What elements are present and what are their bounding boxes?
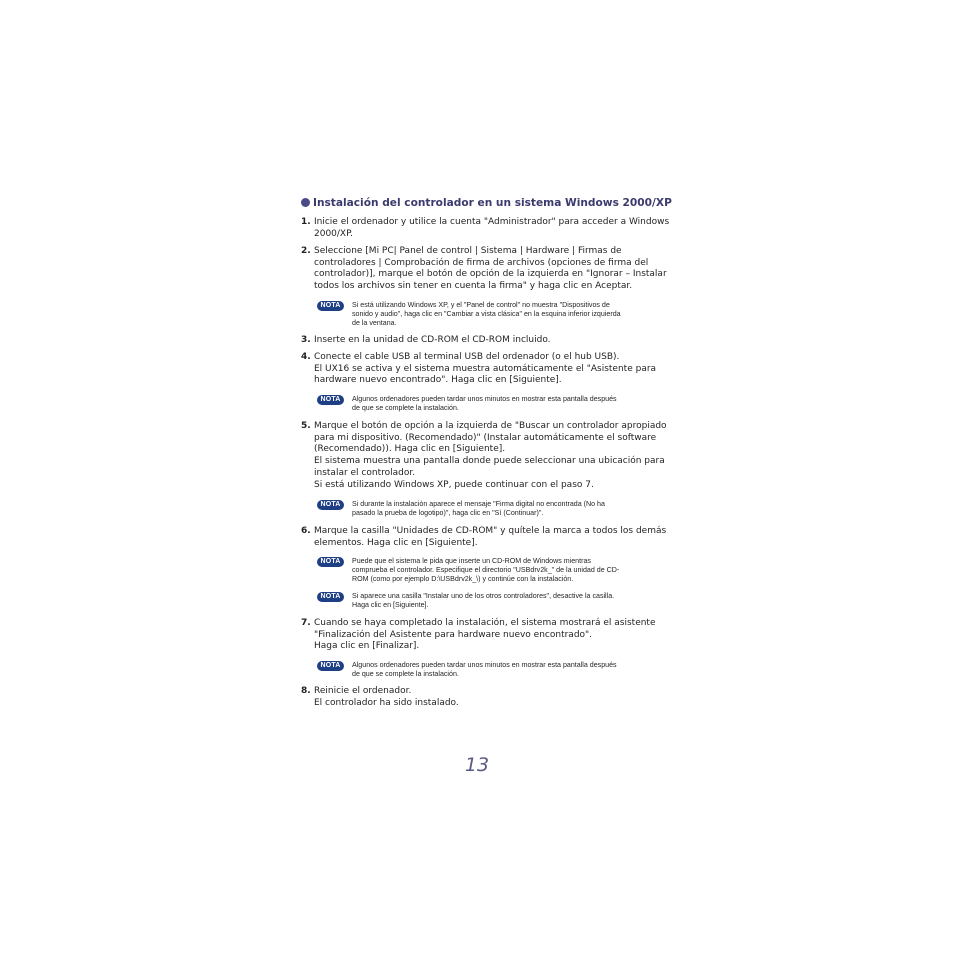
note-5 — [317, 592, 657, 610]
step-1 — [301, 217, 670, 240]
step-4 — [301, 352, 661, 387]
note-badge: NOTA — [317, 661, 344, 671]
note-text: de que se complete la instalación. — [352, 404, 459, 413]
note-6 — [317, 661, 657, 679]
step-text: Marque el botón de opción a la izquierda de "Buscar un controlador apropiado — [314, 421, 667, 431]
note-text: Si está utilizando Windows XP, y el "Panel de control" no muestra "Dispositivos de — [352, 301, 610, 309]
step-text: 2000/XP. — [314, 228, 353, 239]
note-text: pasado la prueba de logotipo)", haga clic en "Sí (Continuar)". — [352, 509, 544, 518]
note-badge: NOTA — [317, 301, 344, 311]
step-text: para mi dispositivo. (Recomendado)" (Instalar automáticamente el software — [314, 432, 657, 443]
note-badge: NOTA — [317, 592, 344, 602]
step-text: El UX16 se activa y el sistema muestra automáticamente el "Asistente para — [314, 363, 657, 374]
step-3 — [301, 335, 661, 347]
step-text: Seleccione [Mi PC| Panel de control | Sistema | Hardware | Firmas de — [314, 246, 622, 256]
step-number: 6. — [301, 526, 311, 536]
note-text: de que se complete la instalación. — [352, 670, 459, 679]
step-number: 5. — [301, 421, 311, 431]
step-text: Marque la casilla "Unidades de CD-ROM" y quítele la marca a todos los demás — [314, 526, 667, 536]
note-text: comprueba el controlador. Especifique el directorio "USBdrv2k_" de la unidad de CD- — [352, 566, 620, 575]
note-4 — [317, 557, 657, 585]
step-number: 4. — [301, 352, 311, 362]
note-text: Si aparece una casilla "Instalar uno de los otros controladores", desactive la casilla. — [352, 592, 615, 600]
step-text: (Recomendado)). Haga clic en [Siguiente]. — [314, 444, 506, 455]
note-badge: NOTA — [317, 500, 344, 510]
note-text: sonido y audio", haga clic en "Cambiar a vista clásica" en la esquina inferior izquierda — [352, 310, 621, 319]
step-text: Conecte el cable USB al terminal USB del ordenador (o el hub USB). — [314, 352, 620, 362]
note-text: Haga clic en [Siguiente]. — [352, 601, 429, 610]
step-number: 7. — [301, 618, 311, 628]
page-number: 13 — [464, 754, 490, 776]
step-5 — [301, 421, 667, 491]
note-text: Algunos ordenadores pueden tardar unos minutos en mostrar esta pantalla después — [352, 395, 617, 403]
step-6 — [301, 526, 667, 549]
step-text: "Finalización del Asistente para hardware nuevo encontrado". — [314, 629, 593, 640]
step-text: Reinicie el ordenador. — [314, 686, 412, 696]
step-text: elementos. Haga clic en [Siguiente]. — [314, 537, 478, 548]
step-text: hardware nuevo encontrado". Haga clic en [Siguiente]. — [314, 375, 562, 386]
step-text: controlador)], marque el botón de opción de la izquierda en "Ignorar – Instalar — [314, 269, 667, 280]
note-text: de la ventana. — [352, 319, 397, 328]
step-number: 8. — [301, 686, 311, 696]
step-number: 2. — [301, 246, 311, 256]
step-8 — [301, 686, 661, 709]
step-text: Cuando se haya completado la instalación, el sistema mostrará el asistente — [314, 618, 656, 628]
note-text: Algunos ordenadores pueden tardar unos minutos en mostrar esta pantalla después — [352, 661, 617, 669]
step-2 — [301, 246, 667, 293]
step-text: Inicie el ordenador y utilice la cuenta "Administrador" para acceder a Windows — [314, 217, 670, 227]
step-7 — [301, 618, 661, 653]
note-text: ROM (como por ejemplo D:\USBdrv2k_\) y continúe con la instalación. — [352, 575, 574, 584]
note-text: Puede que el sistema le pida que inserte un CD-ROM de Windows mientras — [352, 557, 591, 565]
note-badge: NOTA — [317, 557, 344, 567]
section-heading-text: Instalación del controlador en un sistema Windows 2000/XP — [313, 197, 672, 209]
note-2 — [317, 395, 657, 413]
step-text: Haga clic en [Finalizar]. — [314, 641, 420, 652]
note-badge: NOTA — [317, 395, 344, 405]
step-text: Inserte en la unidad de CD-ROM el CD-ROM incluido. — [314, 335, 551, 345]
step-text: Si está utilizando Windows XP, puede continuar con el paso 7. — [314, 479, 594, 490]
bullet-icon — [301, 198, 310, 207]
step-text: todos los archivos sin tener en cuenta la firma" y haga clic en Aceptar. — [314, 281, 633, 292]
step-text: El controlador ha sido instalado. — [314, 697, 459, 708]
note-text: Si durante la instalación aparece el mensaje "Firma digital no encontrada (No ha — [352, 500, 605, 508]
section-heading — [301, 196, 681, 210]
step-number: 1. — [301, 217, 311, 227]
note-1 — [317, 301, 657, 329]
step-text: El sistema muestra una pantalla donde puede seleccionar una ubicación para — [314, 456, 665, 467]
note-3 — [317, 500, 657, 518]
step-text: controladores | Comprobación de firma de archivos (opciones de firma del — [314, 257, 649, 268]
step-number: 3. — [301, 335, 311, 345]
step-text: instalar el controlador. — [314, 467, 416, 478]
